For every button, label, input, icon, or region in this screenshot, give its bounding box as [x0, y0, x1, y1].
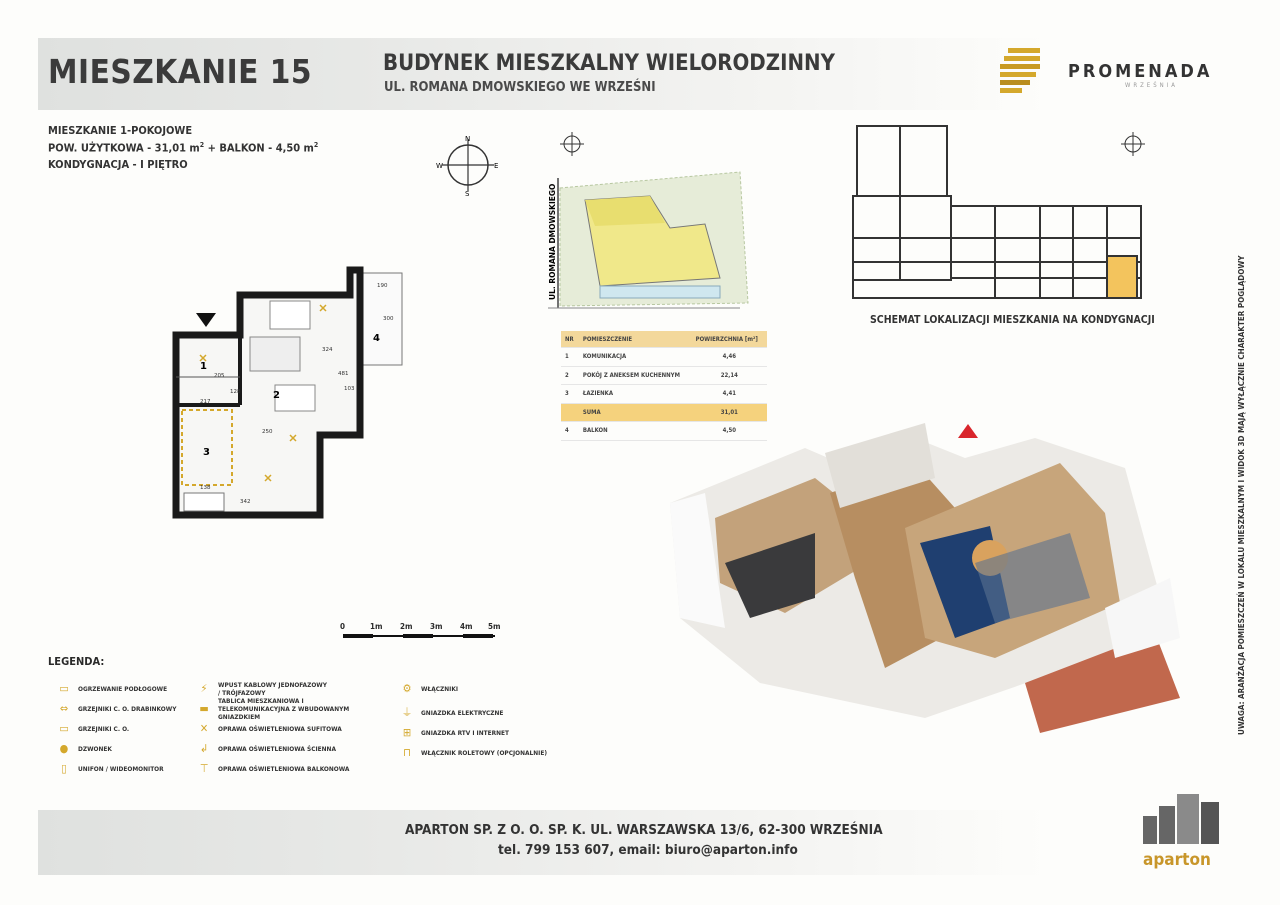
compass-icon [436, 133, 500, 197]
svg-text:128: 128 [230, 389, 241, 395]
legend-item: ⏚ GNIAZDKA ELEKTRYCZNE [393, 704, 593, 722]
compass-w: W [436, 162, 443, 170]
legend-col-2 [190, 680, 380, 778]
entry-arrow-icon [196, 313, 216, 327]
doorbell-icon: ● [59, 742, 69, 755]
svg-text:138: 138 [200, 485, 211, 491]
room-3-label: 3 [203, 447, 210, 458]
room-2-label: 2 [273, 390, 280, 401]
legend-item: ▭ GRZEJNIKI C. O. [50, 720, 190, 738]
svg-text:342: 342 [240, 499, 251, 505]
compass-e: E [494, 162, 499, 170]
balcony-light-icon: ⊤ [199, 762, 209, 775]
floor-schematic [845, 122, 1150, 310]
th-nr: NR [561, 331, 579, 348]
legend-item: ▭ OGRZEWANIE PODŁOGOWE [50, 680, 190, 698]
svg-text:217: 217 [200, 399, 211, 405]
legend-item: ⊓ WŁĄCZNIK ROLETOWY (OPCJONALNIE) [393, 744, 593, 762]
street-label: UL. ROMANA DMOWSKIEGO [548, 183, 557, 300]
footer-contact: tel. 799 153 607, email: biuro@aparton.info [498, 842, 798, 858]
compass-n: N [465, 135, 471, 143]
legend-title: LEGENDA: [48, 655, 105, 668]
building-title: BUDYNEK MIESZKALNY WIELORODZINNY [383, 51, 835, 76]
ladder-radiator-icon: ⇔ [59, 702, 69, 715]
aparton-logo-text: aparton [1143, 850, 1211, 870]
th-area: POWIERZCHNIA [m²] [692, 331, 767, 348]
table-row: 1 KOMUNIKACJA 4,46 [561, 348, 767, 367]
rtv-socket-icon: ⊞ [402, 726, 412, 739]
legend-item: ⊞ GNIAZDKA RTV I INTERNET [393, 724, 593, 742]
legend-item: ✕ OPRAWA OŚWIETLENIOWA SUFITOWA [190, 720, 380, 738]
aparton-logo-icon [1143, 788, 1221, 846]
legend-item: ⚙ WŁĄCZNIKI [393, 680, 593, 698]
legend-item: ↲ OPRAWA OŚWIETLENIOWA ŚCIENNA [190, 740, 380, 758]
disclaimer-note: UWAGA: ARANŻACJA POMIESZCZEŃ W LOKALU MIESZKALNYM I WIDOK 3D MAJĄ WYŁĄCZNIE CHARAKTER POGLĄDOWY [1237, 255, 1246, 735]
svg-text:324: 324 [322, 347, 333, 353]
socket-icon: ⏚ [401, 706, 413, 719]
floor-heating-icon: ▭ [59, 682, 69, 695]
room-1-label: 1 [200, 361, 207, 372]
schematic-caption: SCHEMAT LOKALIZACJI MIESZKANIA NA KONDYGNACJI [870, 314, 1155, 326]
apartment-title: MIESZKANIE 15 [48, 52, 313, 91]
svg-text:481: 481 [338, 371, 349, 377]
apartment-type: MIESZKANIE 1-POKOJOWE [48, 124, 193, 137]
svg-text:300: 300 [383, 316, 394, 322]
legend-item: ▬ TABLICA MIESZKANIOWA I TELEKOMUNIKACYJNA Z WBUDOWANYM GNIAZDKIEM [190, 700, 380, 718]
wall-light-icon: ↲ [199, 742, 209, 755]
svg-text:250: 250 [262, 429, 273, 435]
brand-sub: WRZEŚNIA [1125, 82, 1178, 89]
legend-item: ▯ UNIFON / WIDEOMONITOR [50, 760, 190, 778]
site-compass-icon [560, 132, 584, 156]
table-row: 4 BALKON 4,50 [561, 422, 767, 441]
cable-outlet-icon: ⚡ [200, 682, 208, 695]
brand-name: PROMENADA [1068, 61, 1213, 82]
apartment-floor: KONDYGNACJA - I PIĘTRO [48, 158, 188, 171]
blind-switch-icon: ⊓ [403, 746, 411, 759]
site-plan [540, 128, 750, 318]
apartment-area: POW. UŻYTKOWA - 31,01 $m^2$ + BALKON - 4,50 $m^2$ [48, 141, 319, 155]
legend-item: ⚡ WPUST KABLOWY JEDNOFAZOWY / TRÓJFAZOWY [190, 680, 380, 698]
svg-text:103: 103 [344, 386, 355, 392]
schematic-compass-icon [1121, 132, 1145, 156]
promenada-logo-icon [998, 46, 1050, 98]
footer-company: APARTON SP. Z O. O. SP. K. UL. WARSZAWSKA 13/6, 62-300 WRZEŚNIA [405, 822, 883, 838]
svg-text:205: 205 [214, 373, 225, 379]
legend-item: ⊤ OPRAWA OŚWIETLENIOWA BALKONOWA [190, 760, 380, 778]
table-row: 2 POKÓJ Z ANEKSEM KUCHENNYM 22,14 [561, 366, 767, 385]
ceiling-light-icon: ✕ [199, 722, 209, 735]
radiator-icon: ▭ [59, 722, 69, 735]
compass-s: S [465, 190, 470, 197]
th-room: POMIESZCZENIE [579, 331, 692, 348]
legend-item: ● DZWONEK [50, 740, 190, 758]
building-address: UL. ROMANA DMOWSKIEGO WE WRZEŚNI [384, 80, 656, 95]
floor-plan [170, 265, 415, 530]
legend-col-1 [50, 680, 190, 778]
legend-col-3 [393, 680, 593, 762]
switches-icon: ⚙ [402, 682, 412, 695]
room-4-label: 4 [373, 333, 380, 344]
table-row: 3 ŁAZIENKA 4,41 [561, 385, 767, 404]
table-row-sum: SUMA 31,01 [561, 403, 767, 422]
apartment-3d-view [665, 408, 1185, 733]
legend-item: ⇔ GRZEJNIKI C. O. DRABINKOWY [50, 700, 190, 718]
intercom-icon: ▯ [61, 762, 67, 775]
svg-text:190: 190 [377, 283, 388, 289]
panel-board-icon: ▬ [199, 702, 209, 715]
scale-bar: 0 1m 2m 3m 4m 5m [340, 624, 500, 644]
